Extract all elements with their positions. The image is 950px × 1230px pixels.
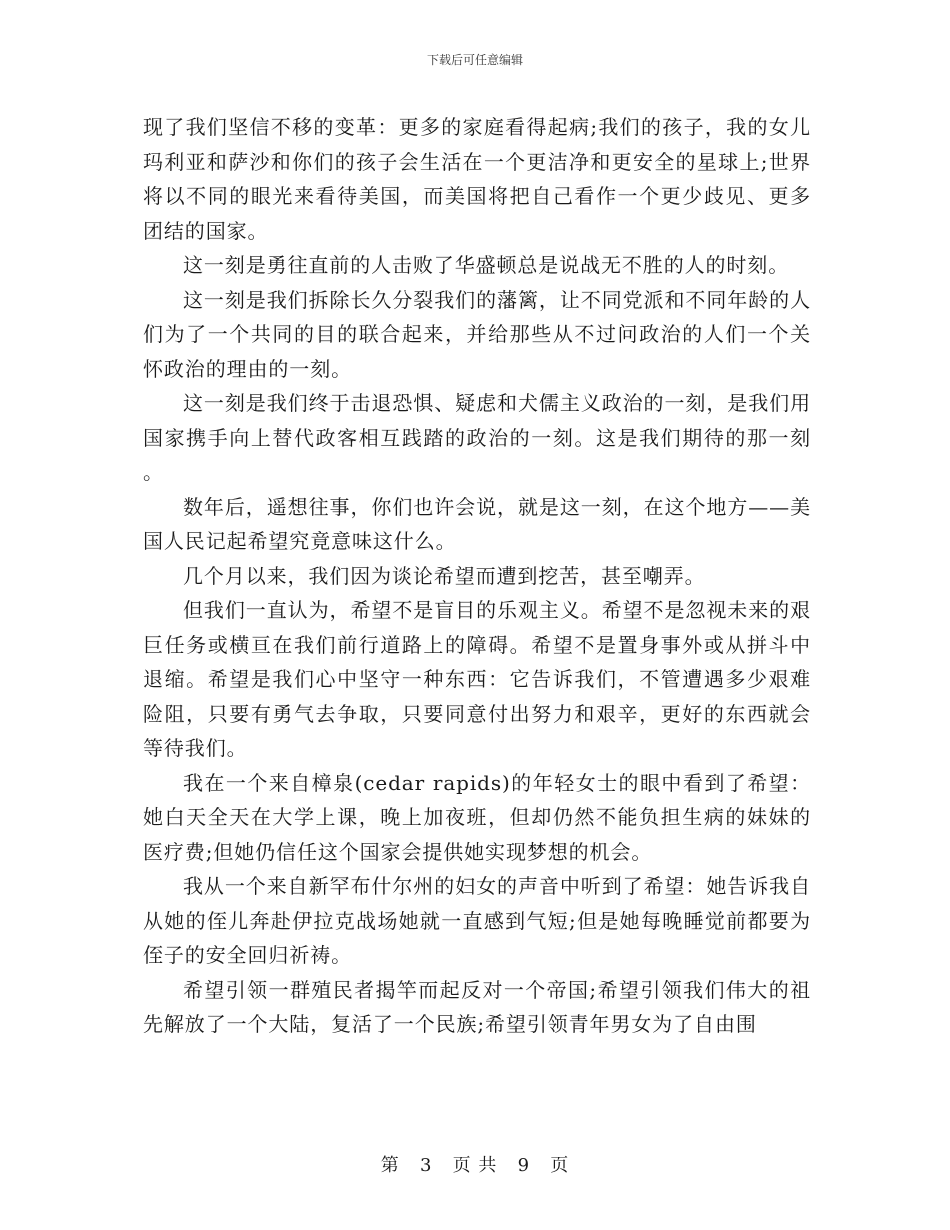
paragraph: 希望引领一群殖民者揭竿而起反对一个帝国;希望引领我们伟大的祖先解放了一个大陆，复活了一个民族;希望引领青年男女为了自由围 <box>143 977 811 1036</box>
paragraph: 这一刻是我们终于击退恐惧、疑虑和犬儒主义政治的一刻，是我们用国家携手向上替代政客相互践踏的政治的一刻。这是我们期待的那一刻。 <box>143 391 811 484</box>
paragraph: 这一刻是勇往直前的人击败了华盛顿总是说战无不胜的人的时刻。 <box>183 253 790 277</box>
paragraph: 我在一个来自樟泉(cedar rapids)的年轻女士的眼中看到了希望：她白天全天在大学上课，晚上加夜班，但却仍然不能负担生病的妹妹的医疗费;但她仍信任这个国家会提供她实现梦想的机会。 <box>143 770 811 864</box>
paragraph: 现了我们坚信不移的变革：更多的家庭看得起病;我们的孩子，我的女儿玛利亚和萨沙和你们的孩子会生活在一个更洁净和更安全的星球上;世界将以不同的眼光来看待美国，而美国将把自己看作一个更少歧见、更多团结的国家。 <box>143 115 811 243</box>
header-text: 下载后可任意编辑 <box>426 53 523 67</box>
paragraph: 但我们一直认为，希望不是盲目的乐观主义。希望不是忽视未来的艰巨任务或横亘在我们前行道路上的障碍。希望不是置身事外或从拼斗中退缩。希望是我们心中坚守一种东西：它告诉我们，不管遭遇多少艰难险阻，只要有勇气去争取，只要同意付出努力和艰辛，更好的东西就会等待我们。 <box>143 598 811 760</box>
page-label-prefix: 第 <box>380 1155 400 1176</box>
page-label-suffix: 页 <box>550 1155 570 1176</box>
page-footer <box>0 1155 950 1177</box>
document-body <box>143 110 811 1042</box>
page-label-mid: 页 共 <box>452 1155 498 1176</box>
paragraph: 这一刻是我们拆除长久分裂我们的藩篱，让不同党派和不同年龄的人们为了一个共同的目的联合起来，并给那些从不过问政治的人们一个关怀政治的理由的一刻。 <box>143 287 811 381</box>
current-page-number: 3 <box>419 1155 433 1176</box>
page-header <box>0 52 950 68</box>
paragraph: 几个月以来，我们因为谈论希望而遭到挖苦，甚至嘲弄。 <box>183 563 706 588</box>
total-pages-number: 9 <box>517 1155 531 1176</box>
paragraph: 数年后，遥想往事，你们也许会说，就是这一刻，在这个地方——美国人民记起希望究竟意味这什么。 <box>143 494 811 553</box>
paragraph: 我从一个来自新罕布什尔州的妇女的声音中听到了希望：她告诉我自从她的侄儿奔赴伊拉克战场她就一直感到气短;但是她每晚睡觉前都要为侄子的安全回归祈祷。 <box>143 874 811 967</box>
